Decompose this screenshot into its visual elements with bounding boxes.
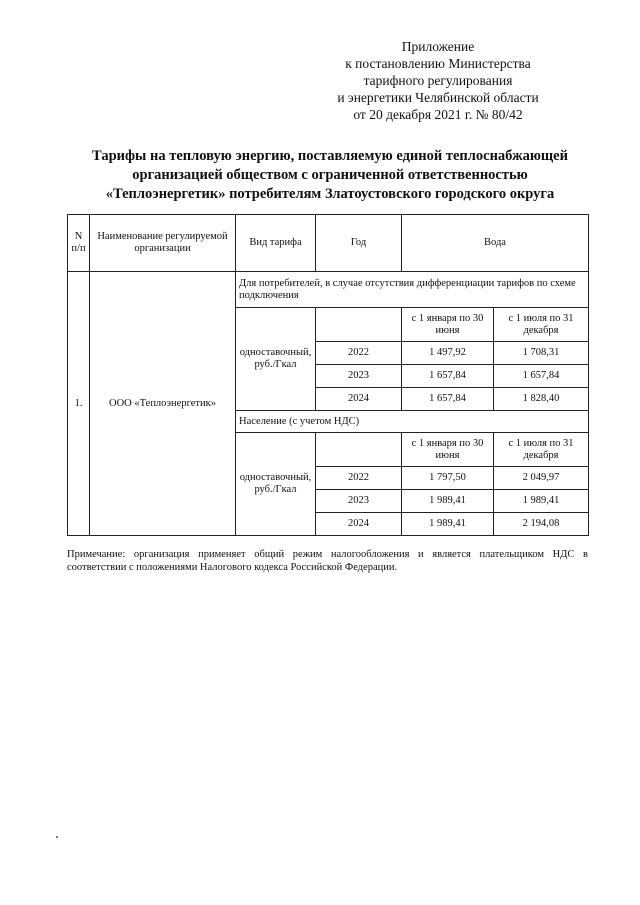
scan-speck <box>56 836 58 838</box>
section-1-value-2024-h1: 1 657,84 <box>402 388 494 411</box>
section-1-period-1: с 1 января по 30 июня <box>402 308 494 342</box>
section-1-label-row <box>68 272 589 308</box>
section-1-period-2: с 1 июля по 31 декабря <box>494 308 589 342</box>
appendix-line-4: и энергетики Челябинской области <box>337 90 539 105</box>
section-1-period-empty <box>316 308 402 342</box>
section-2-period-2: с 1 июля по 31 декабря <box>494 433 589 467</box>
section-2-year-2023: 2023 <box>316 490 402 513</box>
org-name: ООО «Теплоэнергетик» <box>90 272 236 536</box>
section-2-year-2022: 2022 <box>316 467 402 490</box>
section-1-year-2024: 2024 <box>316 388 402 411</box>
section-1-year-2022: 2022 <box>316 342 402 365</box>
title-line-1: Тарифы на тепловую энергию, поставляемую единой теплоснабжающей <box>92 148 568 164</box>
section-2-value-2023-h2: 1 989,41 <box>494 490 589 513</box>
header-num: N п/п <box>68 215 90 272</box>
header-type: Вид тарифа <box>236 215 316 272</box>
section-2-value-2024-h2: 2 194,08 <box>494 513 589 536</box>
section-1-value-2023-h2: 1 657,84 <box>494 365 589 388</box>
row-number: 1. <box>68 272 90 536</box>
section-2-value-2022-h1: 1 797,50 <box>402 467 494 490</box>
section-2-period-1: с 1 января по 30 июня <box>402 433 494 467</box>
section-2-year-2024: 2024 <box>316 513 402 536</box>
section-1-value-2024-h2: 1 828,40 <box>494 388 589 411</box>
tariff-table <box>67 214 589 536</box>
section-2-tariff-type: одноставочный, руб./Гкал <box>236 433 316 536</box>
section-1-value-2023-h1: 1 657,84 <box>402 365 494 388</box>
section-2-value-2022-h2: 2 049,97 <box>494 467 589 490</box>
section-2-period-empty <box>316 433 402 467</box>
footnote: Примечание: организация применяет общий режим налогообложения и является плательщиком НДС в соответствии с положениями Налогового кодекса Российской Федерации. <box>67 549 588 573</box>
section-1-tariff-type: одноставочный, руб./Гкал <box>236 308 316 411</box>
section-1-value-2022-h1: 1 497,92 <box>402 342 494 365</box>
section-2-value-2023-h1: 1 989,41 <box>402 490 494 513</box>
section-2-value-2024-h1: 1 989,41 <box>402 513 494 536</box>
header-water: Вода <box>402 215 589 272</box>
section-1-value-2022-h2: 1 708,31 <box>494 342 589 365</box>
header-year: Год <box>316 215 402 272</box>
appendix-line-2: к постановлению Министерства <box>345 56 531 71</box>
section-1-label: Для потребителей, в случае отсутствия дифференциации тарифов по схеме подключения <box>236 272 589 308</box>
appendix-header <box>318 38 558 123</box>
section-1-year-2023: 2023 <box>316 365 402 388</box>
section-2-label: Население (с учетом НДС) <box>236 411 589 433</box>
appendix-line-5: от 20 декабря 2021 г. № 80/42 <box>353 107 523 122</box>
document-title <box>60 147 600 204</box>
title-line-3: «Теплоэнергетик» потребителям Златоустовского городского округа <box>105 186 555 202</box>
table-header-row <box>68 215 589 272</box>
appendix-line-3: тарифного регулирования <box>363 73 513 88</box>
title-line-2: организацией обществом с ограниченной ответственностью <box>132 167 528 183</box>
appendix-line-1: Приложение <box>401 39 475 54</box>
header-org: Наименование регулируемой организации <box>90 215 236 272</box>
